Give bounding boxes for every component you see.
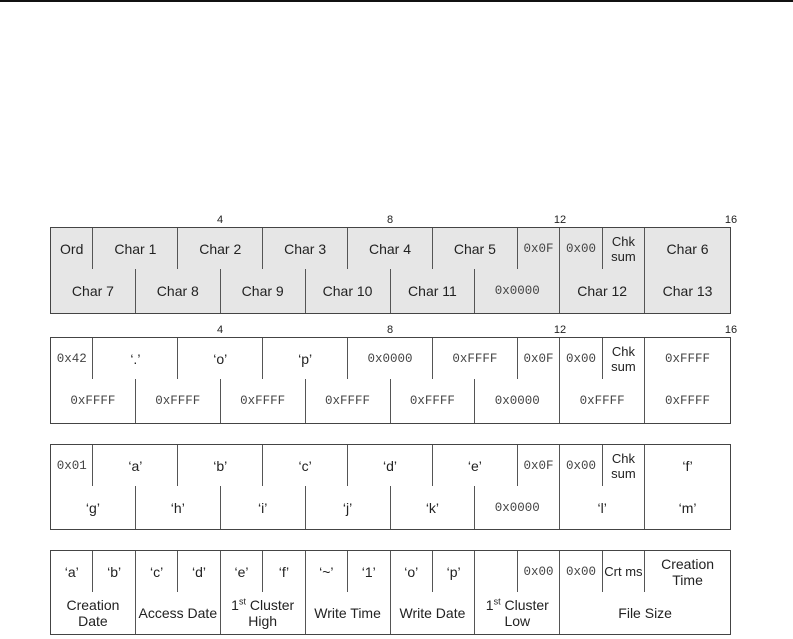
lfn-entry-table-row2 <box>50 269 731 314</box>
creation-date-cell: Creation Date <box>51 592 136 634</box>
file-size-cell: File Size <box>618 605 672 621</box>
char4-value-cell: 0x0000 <box>348 338 433 380</box>
char7-value-cell: 0xFFFF <box>51 379 136 423</box>
char2-cell: Char 2 <box>178 228 263 270</box>
cluster-high-label <box>221 597 305 629</box>
ext-char-cell <box>475 551 517 593</box>
name-char-cell: ‘f’ <box>263 551 305 593</box>
checksum-cell: Chk sum <box>603 228 645 270</box>
name-char-cell: ‘c’ <box>136 551 178 593</box>
ruler-4: 4 <box>216 214 224 226</box>
ruler-12: 12 <box>553 214 567 226</box>
lfn-example-table-1-row2 <box>50 379 731 424</box>
short-entry-table <box>50 550 731 594</box>
byte-ruler-2 <box>0 324 793 338</box>
char5-value-cell: ‘e’ <box>433 445 518 487</box>
char7-cell: Char 7 <box>51 269 136 313</box>
name-char-cell: ‘~’ <box>306 551 348 593</box>
char4-cell: Char 4 <box>348 228 433 270</box>
cluster-low-text: Cluster Low <box>500 597 549 629</box>
byte-ruler-1 <box>0 214 793 228</box>
char8-value-cell: ‘h’ <box>136 486 221 529</box>
char12-value-cell: ‘l’ <box>560 486 645 529</box>
type-cell: 0x00 <box>560 228 602 270</box>
char11-cell: Char 11 <box>391 269 476 313</box>
cluster-high-sup: st <box>238 596 246 607</box>
ord-value-cell: 0x42 <box>51 338 93 380</box>
cluster-high-digit: 1 <box>231 597 239 613</box>
char1-value-cell: ‘.’ <box>93 338 178 380</box>
char9-value-cell: 0xFFFF <box>221 379 306 423</box>
access-date-cell: Access Date <box>136 592 221 634</box>
ruler-4: 4 <box>216 324 224 336</box>
name-char-cell: ‘d’ <box>178 551 220 593</box>
char13-cell: Char 13 <box>662 283 713 299</box>
char4-value-cell: ‘d’ <box>348 445 433 487</box>
cluster-low-digit: 1 <box>485 597 494 613</box>
cluster-high-cell <box>221 592 306 634</box>
cluster-low-cell <box>475 592 560 634</box>
char6-cell: Char 6 <box>645 228 730 270</box>
cluster-low-label <box>475 597 559 629</box>
write-date-cell: Write Date <box>391 592 476 634</box>
char6-value-cell: 0xFFFF <box>645 338 730 380</box>
char13-value-cell: ‘m’ <box>678 499 697 516</box>
char2-value-cell: ‘o’ <box>178 338 263 380</box>
cluster-zero-cell: 0x0000 <box>475 269 560 313</box>
reserved-value-cell: 0x00 <box>560 551 602 593</box>
top-border-line <box>0 0 793 2</box>
lfn-example-table-2-row2 <box>50 486 731 530</box>
ord-value-cell: 0x01 <box>51 445 93 487</box>
char3-value-cell: ‘p’ <box>263 338 348 380</box>
cluster-low-sup: st <box>493 596 501 607</box>
char7-value-cell: ‘g’ <box>51 486 136 529</box>
char12-value-cell: 0xFFFF <box>560 379 645 423</box>
char1-value-cell: ‘a’ <box>93 445 178 487</box>
char8-value-cell: 0xFFFF <box>136 379 221 423</box>
cluster-high-text: Cluster High <box>245 597 295 629</box>
type-value-cell: 0x00 <box>560 445 602 487</box>
attr-cell: 0x0F <box>518 228 560 270</box>
char1-cell: Char 1 <box>93 228 178 270</box>
ord-cell: Ord <box>51 228 93 270</box>
char6-value-cell: ‘f’ <box>645 445 730 487</box>
lfn-example-table-1 <box>50 337 731 381</box>
lfn-example-table-2 <box>50 444 731 488</box>
ruler-8: 8 <box>386 214 394 226</box>
ext-char-cell: ‘o’ <box>391 551 433 593</box>
char11-value-cell: 0xFFFF <box>391 379 476 423</box>
attr-value-cell: 0x00 <box>518 551 560 593</box>
name-char-cell: ‘b’ <box>93 551 135 593</box>
name-char-cell: ‘a’ <box>51 551 93 593</box>
name-char-cell: ‘e’ <box>221 551 263 593</box>
write-time-cell: Write Time <box>306 592 391 634</box>
char9-value-cell: ‘i’ <box>221 486 306 529</box>
char10-value-cell: ‘j’ <box>306 486 391 529</box>
char12-cell: Char 12 <box>560 269 645 313</box>
char10-cell: Char 10 <box>306 269 391 313</box>
creation-ms-cell: Crt ms <box>603 551 645 593</box>
cluster-zero-cell: 0x0000 <box>475 486 560 529</box>
char5-value-cell: 0xFFFF <box>433 338 518 380</box>
short-entry-table-row2 <box>50 592 731 635</box>
ruler-16: 16 <box>724 324 738 336</box>
char8-cell: Char 8 <box>136 269 221 313</box>
checksum-cell: Chk sum <box>603 338 645 380</box>
char5-cell: Char 5 <box>433 228 518 270</box>
char13-value-cell: 0xFFFF <box>665 394 711 408</box>
checksum-cell: Chk sum <box>603 445 645 487</box>
char3-cell: Char 3 <box>263 228 348 270</box>
ruler-8: 8 <box>386 324 394 336</box>
attr-value-cell: 0x0F <box>518 338 560 380</box>
cluster-zero-cell: 0x0000 <box>475 379 560 423</box>
attr-value-cell: 0x0F <box>518 445 560 487</box>
char10-value-cell: 0xFFFF <box>306 379 391 423</box>
char9-cell: Char 9 <box>221 269 306 313</box>
type-value-cell: 0x00 <box>560 338 602 380</box>
name-char-cell: ‘1’ <box>348 551 390 593</box>
char11-value-cell: ‘k’ <box>391 486 476 529</box>
creation-time-cell: Creation Time <box>645 551 730 593</box>
char2-value-cell: ‘b’ <box>178 445 263 487</box>
ruler-16: 16 <box>724 214 738 226</box>
ext-char-cell: ‘p’ <box>433 551 475 593</box>
char3-value-cell: ‘c’ <box>263 445 348 487</box>
ruler-12: 12 <box>553 324 567 336</box>
